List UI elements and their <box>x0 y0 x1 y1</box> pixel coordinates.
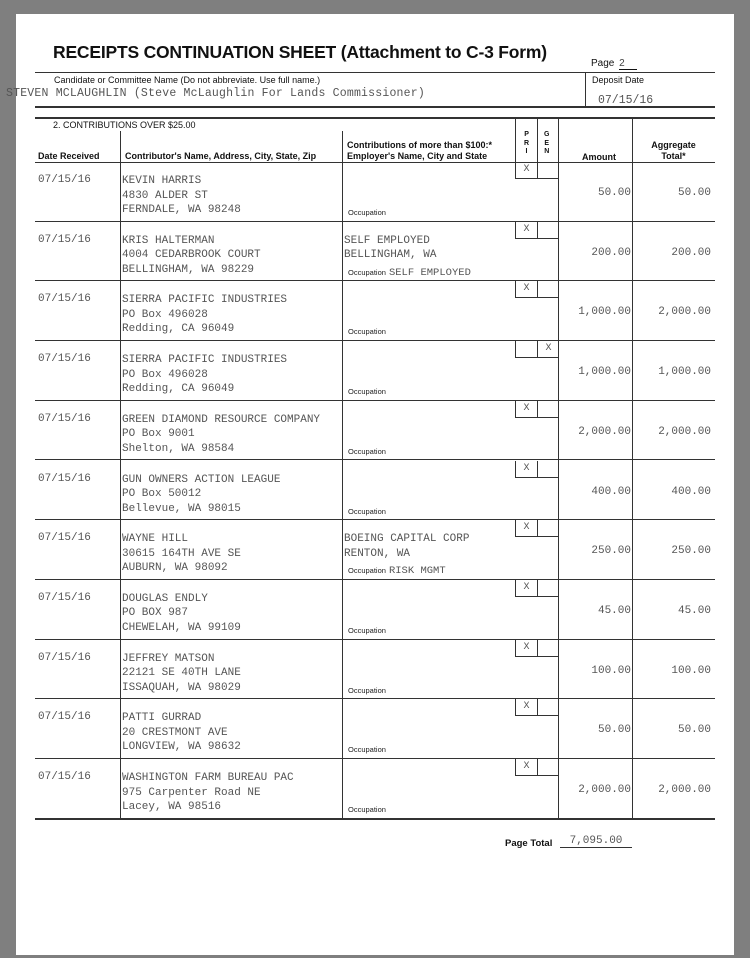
contributor-name: JEFFREY MATSON <box>122 652 215 665</box>
employer-name: SELF EMPLOYED <box>344 234 430 247</box>
page-total-value: 7,095.00 <box>560 835 632 848</box>
occupation-label: Occupation <box>348 625 386 635</box>
amount: 2,000.00 <box>578 425 631 438</box>
general-checkbox[interactable] <box>537 520 559 537</box>
page-indicator <box>591 58 637 70</box>
contributor-info <box>122 174 241 218</box>
aggregate-total: 2,000.00 <box>658 425 711 438</box>
primary-checkbox[interactable]: X <box>515 281 537 298</box>
contribution-row <box>35 640 715 700</box>
contributor-info <box>122 711 241 755</box>
divider <box>585 72 586 107</box>
aggregate-total: 50.00 <box>677 724 711 737</box>
general-checkbox[interactable] <box>537 699 559 716</box>
form-sheet <box>6 14 734 955</box>
contributor-info <box>122 592 241 636</box>
header-pri: P R I <box>524 131 530 155</box>
primary-checkbox[interactable]: X <box>515 461 537 478</box>
aggregate-total: 100.00 <box>671 664 711 677</box>
occupation-label: Occupation <box>348 685 386 695</box>
header-aggregate-line2: Total* <box>661 151 686 161</box>
aggregate-total: 2,000.00 <box>658 784 711 796</box>
general-checkbox[interactable] <box>537 222 559 239</box>
contributor-address: 975 Carpenter Road NE <box>122 786 261 799</box>
contributor-address: PO Box 496028 <box>122 308 208 321</box>
date-received: 07/15/16 <box>38 532 91 545</box>
header-amount: Amount <box>582 152 616 162</box>
form-title: RECEIPTS CONTINUATION SHEET (Attachment to C-3 Form) <box>53 42 547 62</box>
occupation-field <box>348 446 389 458</box>
contributor-info <box>122 293 287 337</box>
aggregate-total: 50.00 <box>677 187 711 199</box>
aggregate-total: 200.00 <box>671 246 711 259</box>
occupation-label: Occupation <box>348 506 386 516</box>
amount: 100.00 <box>591 664 631 677</box>
employer-name: BOEING CAPITAL CORP <box>344 533 470 546</box>
date-received: 07/15/16 <box>38 293 91 306</box>
primary-checkbox[interactable]: X <box>515 580 537 597</box>
contribution-row <box>35 580 715 640</box>
occupation-value: SELF EMPLOYED <box>388 266 471 279</box>
contributor-info <box>122 532 241 576</box>
contributor-address: 4004 CEDARBROOK COURT <box>122 249 261 262</box>
contributor-address: PO Box 9001 <box>122 428 195 441</box>
general-checkbox[interactable] <box>537 281 559 298</box>
general-checkbox[interactable]: X <box>537 341 559 358</box>
contribution-row <box>35 759 715 819</box>
contributor-info <box>122 353 287 397</box>
primary-checkbox[interactable]: X <box>515 162 537 179</box>
general-checkbox[interactable] <box>537 461 559 478</box>
contributor-name: GREEN DIAMOND RESOURCE COMPANY <box>122 413 321 426</box>
amount: 50.00 <box>597 187 631 199</box>
date-received: 07/15/16 <box>38 472 91 485</box>
date-received: 07/15/16 <box>38 771 91 783</box>
date-received: 07/15/16 <box>38 353 91 366</box>
column-divider <box>537 118 538 162</box>
contributor-address: 22121 SE 40TH LANE <box>122 667 241 680</box>
employer-info <box>344 234 436 263</box>
contributor-name: SIERRA PACIFIC INDUSTRIES <box>122 294 288 307</box>
contributor-city: Shelton, WA 98584 <box>122 442 235 455</box>
primary-checkbox[interactable]: X <box>515 640 537 657</box>
amount: 2,000.00 <box>578 784 631 796</box>
header-aggregate-line1: Aggregate <box>651 140 696 150</box>
contributor-info <box>122 771 294 815</box>
contribution-row <box>35 699 715 759</box>
occupation-value: RISK MGMT <box>388 565 446 578</box>
employer-city: RENTON, WA <box>344 547 411 560</box>
page-total-label: Page Total <box>505 838 553 849</box>
contribution-row <box>35 281 715 341</box>
occupation-field <box>348 625 389 637</box>
amount: 200.00 <box>591 246 631 259</box>
contributor-info <box>122 413 320 457</box>
employer-city: BELLINGHAM, WA <box>344 249 437 262</box>
contributor-city: Lacey, WA 98516 <box>122 801 222 813</box>
amount: 1,000.00 <box>578 306 631 319</box>
row-divider <box>35 818 715 820</box>
table-top-border <box>35 117 715 119</box>
candidate-label: Candidate or Committee Name (Do not abbreviate. Use full name.) <box>54 75 321 85</box>
contributor-name: KEVIN HARRIS <box>122 175 202 187</box>
contributor-city: CHEWELAH, WA 99109 <box>122 621 241 634</box>
contributor-info <box>122 473 280 517</box>
employer-info <box>344 532 469 561</box>
primary-checkbox[interactable]: X <box>515 520 537 537</box>
contributor-address: PO Box 50012 <box>122 488 202 500</box>
occupation-label: Occupation <box>348 805 386 814</box>
contributor-city: BELLINGHAM, WA 98229 <box>122 263 255 276</box>
amount: 1,000.00 <box>578 366 631 379</box>
contributor-city: ISSAQUAH, WA 98029 <box>122 681 241 694</box>
contribution-row <box>35 222 715 282</box>
contributor-address: PO BOX 987 <box>122 607 189 620</box>
general-checkbox[interactable] <box>537 162 559 179</box>
contributor-name: WAYNE HILL <box>122 533 189 546</box>
header-gen: G E N <box>544 131 550 155</box>
occupation-label: Occupation <box>348 745 386 755</box>
aggregate-total: 250.00 <box>671 545 711 558</box>
aggregate-total: 45.00 <box>677 604 711 617</box>
occupation-field <box>348 326 389 338</box>
occupation-field <box>348 744 389 756</box>
general-checkbox[interactable] <box>537 401 559 418</box>
occupation-field <box>348 804 389 816</box>
candidate-name: STEVEN MCLAUGHLIN (Steve McLaughlin For Lands Commissioner) <box>6 87 425 100</box>
contribution-row <box>35 341 715 401</box>
amount: 50.00 <box>597 724 631 737</box>
contributor-city: AUBURN, WA 98092 <box>122 562 228 575</box>
general-checkbox[interactable] <box>537 580 559 597</box>
contributor-address: 4830 ALDER ST <box>122 189 208 202</box>
contributor-name: SIERRA PACIFIC INDUSTRIES <box>122 354 288 367</box>
aggregate-total: 400.00 <box>671 485 711 498</box>
general-checkbox[interactable] <box>537 759 559 776</box>
contributor-city: FERNDALE, WA 98248 <box>122 204 241 216</box>
contributor-city: Redding, CA 96049 <box>122 383 235 396</box>
column-divider <box>515 118 516 162</box>
primary-checkbox[interactable]: X <box>515 759 537 776</box>
contributor-address: PO Box 496028 <box>122 368 208 381</box>
occupation-field <box>348 207 389 219</box>
contributor-address: 20 CRESTMONT AVE <box>122 726 228 739</box>
date-received: 07/15/16 <box>38 711 91 724</box>
occupation-label: Occupation <box>348 327 386 337</box>
amount: 45.00 <box>597 604 631 617</box>
occupation-label: Occupation <box>348 387 386 397</box>
header-employer-line2: Employer's Name, City and State <box>347 151 488 161</box>
date-received: 07/15/16 <box>38 233 91 246</box>
date-received: 07/15/16 <box>38 651 91 664</box>
occupation-label: Occupation <box>348 446 386 456</box>
date-received: 07/15/16 <box>38 412 91 425</box>
occupation-label: Occupation <box>348 267 386 277</box>
header-date-received: Date Received <box>38 151 100 161</box>
contributor-address: 30615 164TH AVE SE <box>122 547 241 560</box>
date-received: 07/15/16 <box>38 174 91 186</box>
deposit-date: 07/15/16 <box>598 94 654 107</box>
aggregate-total: 1,000.00 <box>658 366 711 379</box>
primary-checkbox[interactable]: X <box>515 699 537 716</box>
primary-checkbox[interactable] <box>515 341 537 358</box>
page-label: Page <box>591 58 615 69</box>
deposit-date-label: Deposit Date <box>592 75 645 85</box>
contributor-city: Bellevue, WA 98015 <box>122 502 241 515</box>
occupation-label: Occupation <box>348 566 386 576</box>
header-employer-line1: Contributions of more than $100:* <box>347 140 493 150</box>
occupation-field <box>348 267 471 279</box>
date-received: 07/15/16 <box>38 591 91 604</box>
occupation-field <box>348 565 446 577</box>
amount: 400.00 <box>591 485 631 498</box>
contributor-city: LONGVIEW, WA 98632 <box>122 741 241 754</box>
page-number: 2 <box>619 58 637 70</box>
contributor-name: KRIS HALTERMAN <box>122 234 215 247</box>
contributor-name: PATTI GURRAD <box>122 712 202 725</box>
occupation-field <box>348 685 389 697</box>
contribution-row <box>35 162 715 222</box>
section-label: 2. CONTRIBUTIONS OVER $25.00 <box>53 120 196 130</box>
occupation-label: Occupation <box>348 208 386 217</box>
aggregate-total: 2,000.00 <box>658 306 711 319</box>
contributor-name: WASHINGTON FARM BUREAU PAC <box>122 772 294 784</box>
contribution-row <box>35 461 715 521</box>
contributor-info <box>122 234 261 278</box>
header-contributor: Contributor's Name, Address, City, State, Zip <box>125 151 317 161</box>
divider <box>35 72 715 73</box>
general-checkbox[interactable] <box>537 640 559 657</box>
primary-checkbox[interactable]: X <box>515 401 537 418</box>
contributor-name: DOUGLAS ENDLY <box>122 592 208 605</box>
contributor-name: GUN OWNERS ACTION LEAGUE <box>122 473 281 486</box>
contributor-city: Redding, CA 96049 <box>122 323 235 336</box>
contributor-info <box>122 652 241 696</box>
amount: 250.00 <box>591 545 631 558</box>
primary-checkbox[interactable]: X <box>515 222 537 239</box>
occupation-field <box>348 506 389 518</box>
contribution-row <box>35 520 715 580</box>
contribution-row <box>35 401 715 461</box>
occupation-field <box>348 386 389 398</box>
